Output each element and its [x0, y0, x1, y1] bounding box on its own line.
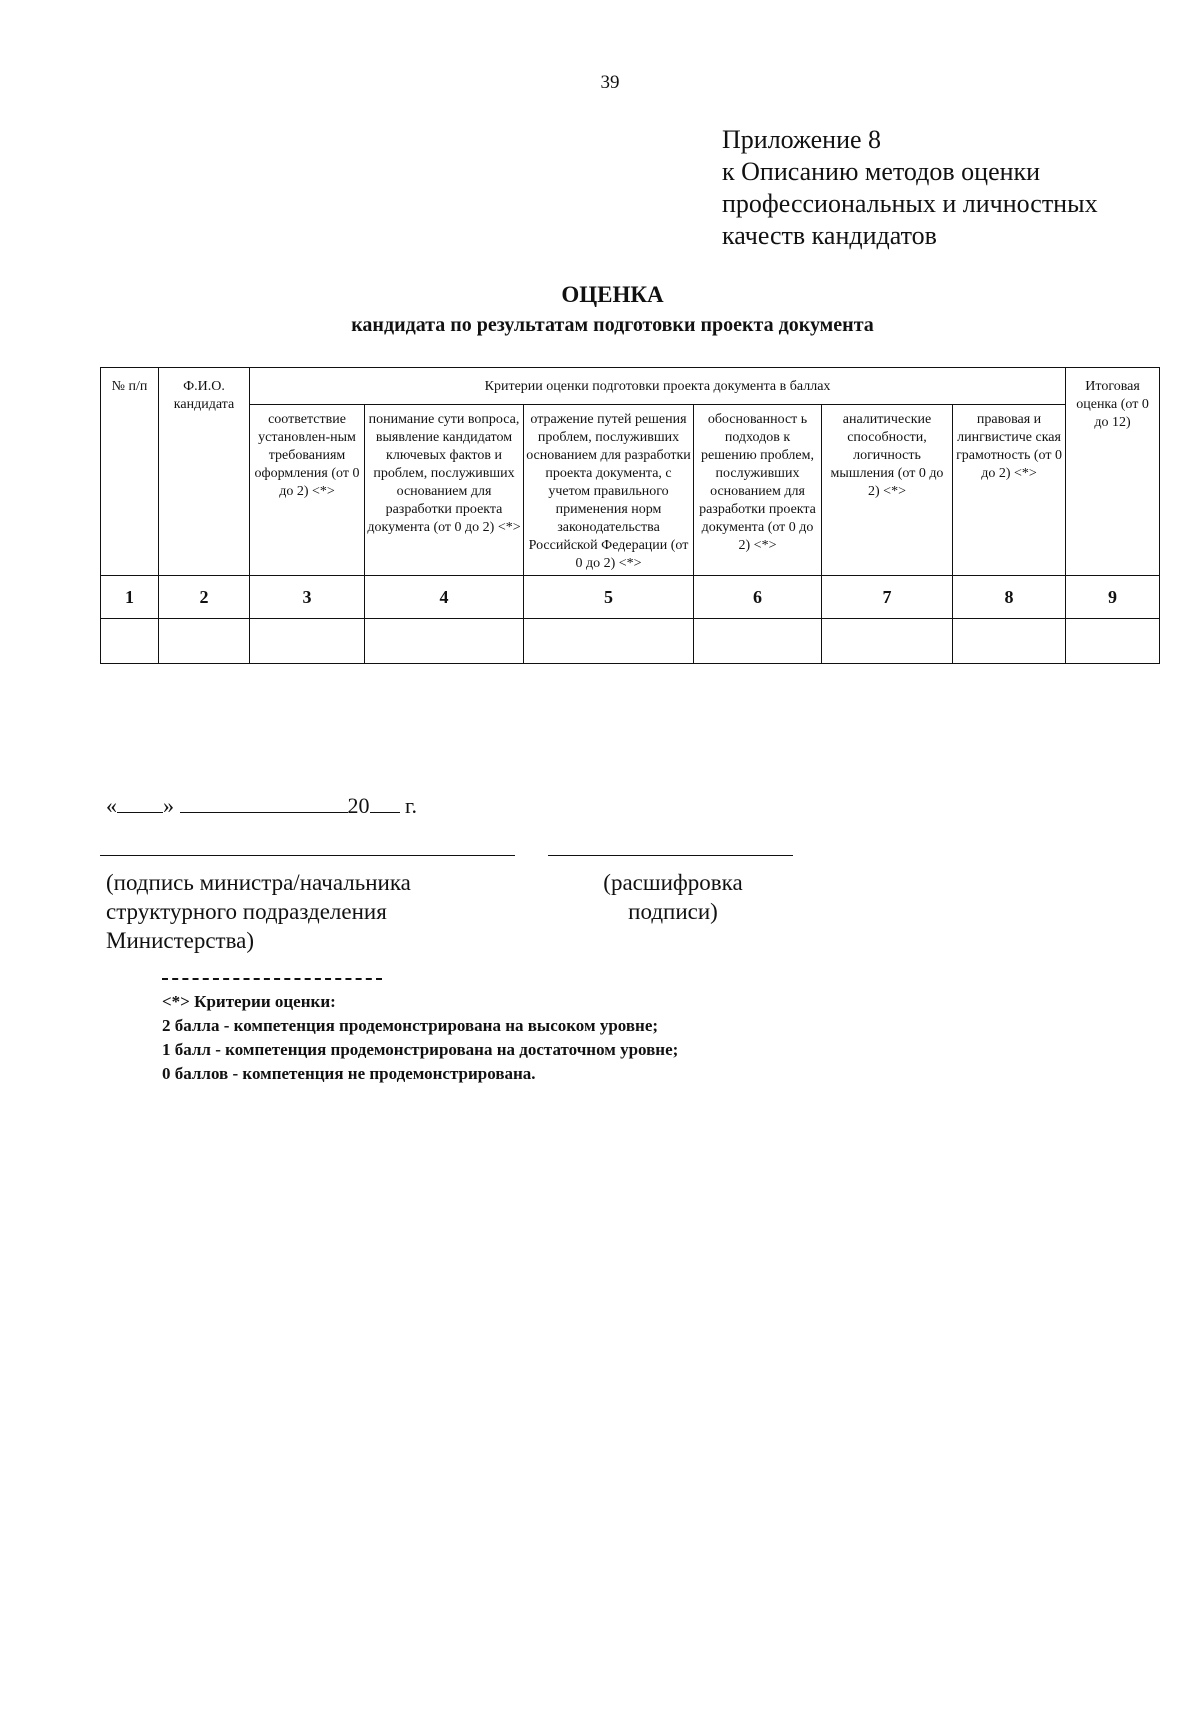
- date-close-quote: »: [163, 793, 174, 818]
- footnote-line: 2 балла - компетенция продемонстрирована на высоком уровне;: [162, 1016, 659, 1035]
- column-number-cell: 4: [365, 576, 524, 619]
- evaluation-table: [100, 367, 1160, 664]
- header-cell-total: Итоговая оценка (от 0 до 12): [1066, 368, 1160, 576]
- column-number-cell: 5: [524, 576, 694, 619]
- empty-cell[interactable]: [694, 619, 822, 664]
- column-number-cell: 9: [1066, 576, 1160, 619]
- day-blank[interactable]: [117, 792, 163, 813]
- empty-cell[interactable]: [365, 619, 524, 664]
- transcript-caption-line: подписи): [628, 899, 718, 924]
- signature-caption-line: структурного подразделения: [106, 899, 387, 924]
- footnotes: [162, 990, 678, 1086]
- signature-line[interactable]: [100, 855, 515, 856]
- criterion-cell: правовая и лингвистиче ская грамотность (от 0 до 2) <*>: [953, 405, 1066, 576]
- column-number-cell: 1: [101, 576, 159, 619]
- criterion-cell: отражение путей решения проблем, послуживших основанием для разработки проекта документа, с учетом правильного применения норм законодательства Российской Федерации (от 0 до 2) <*>: [524, 405, 694, 576]
- signature-caption-line: Министерства): [106, 928, 255, 953]
- table-header-row: [101, 368, 1160, 405]
- document-title: ОЦЕНКА: [561, 282, 664, 307]
- empty-cell[interactable]: [101, 619, 159, 664]
- appendix-line: Приложение 8: [722, 125, 882, 154]
- column-number-cell: 2: [159, 576, 250, 619]
- table-column-numbers-row: [101, 576, 1160, 619]
- date-open-quote: «: [106, 793, 117, 818]
- criterion-cell: обоснованност ь подходов к решению проблем, послуживших основанием для разработки проекта документа (от 0 до 2) <*>: [694, 405, 822, 576]
- criterion-cell: аналитические способности, логичность мышления (от 0 до 2) <*>: [822, 405, 953, 576]
- signature-transcript-line[interactable]: [548, 855, 793, 856]
- empty-cell[interactable]: [159, 619, 250, 664]
- column-number-cell: 8: [953, 576, 1066, 619]
- column-number-cell: 7: [822, 576, 953, 619]
- page-number: 39: [600, 72, 620, 93]
- year-blank[interactable]: [370, 792, 400, 813]
- table-empty-row: [101, 619, 1160, 664]
- header-cell-num: № п/п: [101, 368, 159, 576]
- date-line: [106, 792, 417, 819]
- transcript-caption-line: (расшифровка: [603, 870, 743, 895]
- footnote-line: <*> Критерии оценки:: [162, 992, 336, 1011]
- criterion-cell: соответствие установлен-ным требованиям оформления (от 0 до 2) <*>: [250, 405, 365, 576]
- table-criteria-row: [101, 405, 1160, 576]
- header-cell-name: Ф.И.О. кандидата: [159, 368, 250, 576]
- signature-transcript-caption: [548, 868, 798, 926]
- empty-cell[interactable]: [953, 619, 1066, 664]
- appendix-line: к Описанию методов оценки: [722, 157, 1041, 186]
- footnote-line: 0 баллов - компетенция не продемонстрирована.: [162, 1064, 536, 1083]
- empty-cell[interactable]: [250, 619, 365, 664]
- month-blank[interactable]: [180, 792, 348, 813]
- column-number-cell: 6: [694, 576, 822, 619]
- appendix-reference: [722, 124, 1172, 252]
- footnote-line: 1 балл - компетенция продемонстрирована на достаточном уровне;: [162, 1040, 679, 1059]
- year-prefix: 20: [347, 793, 370, 818]
- year-suffix: г.: [405, 793, 418, 818]
- appendix-line: качеств кандидатов: [722, 221, 937, 250]
- criterion-cell: понимание сути вопроса, выявление кандидатом ключевых фактов и проблем, послуживших основанием для разработки проекта документа (от 0 до 2) <*>: [365, 405, 524, 576]
- signature-caption: [106, 868, 411, 955]
- document-subtitle: кандидата по результатам подготовки проекта документа: [351, 314, 874, 336]
- column-number-cell: 3: [250, 576, 365, 619]
- empty-cell[interactable]: [1066, 619, 1160, 664]
- header-cell-criteria: Критерии оценки подготовки проекта документа в баллах: [250, 368, 1066, 405]
- signature-caption-line: (подпись министра/начальника: [106, 870, 411, 895]
- empty-cell[interactable]: [822, 619, 953, 664]
- footnote-separator: [162, 978, 382, 980]
- appendix-line: профессиональных и личностных: [722, 189, 1098, 218]
- empty-cell[interactable]: [524, 619, 694, 664]
